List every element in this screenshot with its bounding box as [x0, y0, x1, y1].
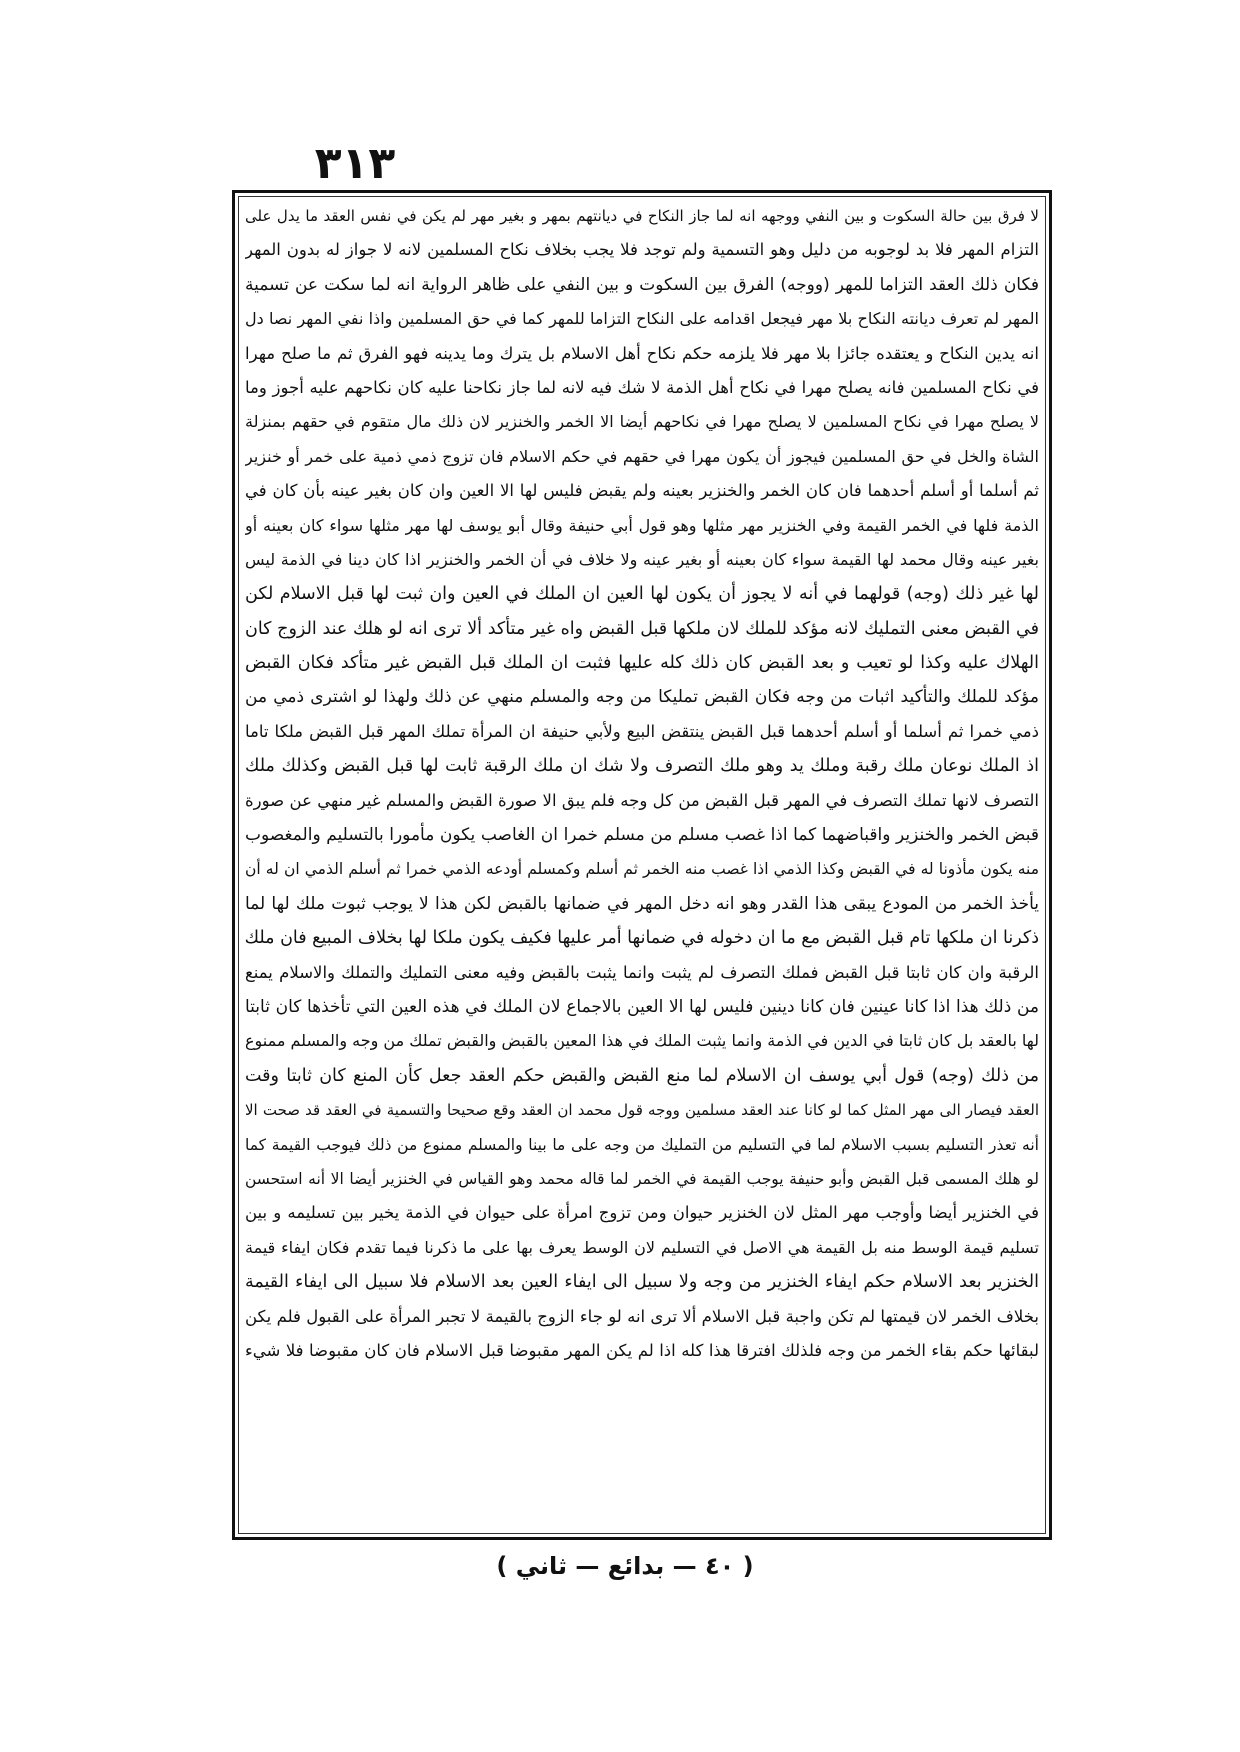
text-line: ذكرنا ان ملكها تام قبل القبض مع ما ان دخوله في ضمانها أمر عليها فكيف يكون ملكا لها بخلاف المبيع فان ملك [245, 928, 1039, 949]
footer-signature: ( ٤٠ — بدائع — ثاني ) [496, 1552, 754, 1580]
text-line: الخنزير بعد الاسلام حكم ايفاء الخنزير من وجه ولا سبيل الى ايفاء العين بعد الاسلام فلا سبيل الى ايفاء القيمة [245, 1272, 1039, 1293]
text-line: لها غير ذلك (وجه) قولهما في أنه لا يجوز أن يكون لها العين ان الملك في العين وان ثبت لها قبل الاسلام لكن [245, 584, 1039, 605]
page-number: ٣١٣ [314, 138, 396, 189]
text-line: في نكاح المسلمين فانه يصلح مهرا في نكاح أهل الذمة لا شك فيه لانه لما جاز نكاحنا عليه كان نكاحهم عليه أجوز وما [245, 377, 1039, 397]
text-line: انه يدين النكاح و يعتقده جائزا بلا مهر فلا يلزمه حكم نكاح أهل الاسلام بل يترك وما يدينه فهو الفرق ثم ما صلح مهرا [245, 343, 1039, 363]
text-line: لو هلك المسمى قبل القبض وأبو حنيفة يوجب القيمة في الخمر لما قاله محمد وهو القياس في الخنزير أيضا الا أنه استحسن [245, 1169, 1039, 1188]
text-line: يأخذ الخمر من المودع يبقى هذا القدر وهو انه دخل المهر في ضمانها بالقبض لكن هذا لا يوجب ثبوت ملك لها لما [245, 893, 1039, 914]
text-line: من ذلك (وجه) قول أبي يوسف ان الاسلام لما منع القبض والقبض حكم العقد جعل كأن المنع كان ثابتا وقت [245, 1065, 1039, 1086]
text-line: قبض الخمر والخنزير واقباضهما كما اذا غصب مسلم من مسلم خمرا ان الغاصب يكون مأمورا بالتسليم والمغصوب [245, 825, 1039, 846]
text-line: الهلاك عليه وكذا لو تعيب و بعد القبض كان ذلك كله عليها فثبت ان الملك قبل القبض غير متأكد فكان القبض [245, 653, 1039, 674]
text-line: التزام المهر فلا بد لوجوبه من دليل وهو التسمية ولم توجد فلا يجب بخلاف نكاح المسلمين لانه لا جواز له بدون المهر [245, 240, 1039, 260]
text-line: ثم أسلما أو أسلم أحدهما فان كان الخمر والخنزير بعينه ولم يقبض فليس لها الا العين وان كان بغير عينه بأن كان في [245, 481, 1039, 501]
text-line: لا فرق بين حالة السكوت و بين النفي ووجهه انه لما جاز النكاح في ديانتهم بمهر و بغير مهر لم يكن في نفس العقد ما يدل على [245, 207, 1039, 225]
text-line: بغير عينه وقال محمد لها القيمة سواء كان بعينه أو بغير عينه ولا خلاف في أن الخمر والخنزير اذا كان دينا في الذمة ليس [245, 549, 1039, 569]
text-line: لا يصلح مهرا في نكاح المسلمين لا يصلح مهرا في نكاحهم أيضا الا الخمر والخنزير لان ذلك مال متقوم في حقهم بمنزلة [245, 412, 1039, 432]
text-line: بخلاف الخمر لان قيمتها لم تكن واجبة قبل الاسلام ألا ترى انه لو جاء الزوج بالقيمة لا تجبر المرأة على القبول فلم يكن [245, 1306, 1039, 1326]
text-line: العقد فيصار الى مهر المثل كما لو كانا عند العقد مسلمين ووجه قول محمد ان العقد وقع صحيحا والتسمية في العقد قد صحت الا [245, 1101, 1039, 1120]
text-line: لها بالعقد بل كان ثابتا في الدين في الذمة وانما يثبت الملك في هذا المعين بالقبض والقبض تملك من وجه والمسلم ممنوع [245, 1031, 1039, 1051]
text-line: فكان ذلك العقد التزاما للمهر (ووجه) الفرق بين السكوت و بين النفي على ظاهر الرواية انه لما سكت عن تسمية [245, 274, 1039, 295]
text-line: الذمة فلها في الخمر القيمة وفي الخنزير مهر مثلها وهو قول أبي حنيفة وقال أبو يوسف لها مهر مثلها سواء كان بعينه أو [245, 515, 1039, 535]
text-line: تسليم قيمة الوسط منه بل القيمة هي الاصل في التسليم لان الوسط يعرف بها على ما ذكرنا فيما تقدم فكان ايفاء قيمة [245, 1237, 1039, 1257]
text-line: التصرف لانها تملك التصرف في المهر قبل القبض من كل وجه فلم يبق الا صورة القبض والمسلم غير منهي عن صورة [245, 790, 1039, 810]
text-line: أنه تعذر التسليم بسبب الاسلام لما في التسليم من التمليك من وجه على ما بينا والمسلم ممنوع من ذلك فيوجب القيمة كما [245, 1135, 1039, 1154]
body-text [245, 199, 1039, 1368]
text-line: الشاة والخل في حق المسلمين فيجوز أن يكون مهرا في حقهم في حكم الاسلام فان تزوج ذمي ذمية على خمر أو خنزير [245, 446, 1039, 466]
text-line: اذ الملك نوعان ملك رقبة وملك يد وهو ملك التصرف ولا شك ان ملك الرقبة ثابت لها قبل القبض وكذلك ملك [245, 756, 1039, 777]
text-line: الرقبة وان كان ثابتا قبل القبض فملك التصرف لم يثبت وانما يثبت بالقبض وفيه معنى التمليك والتملك والاسلام يمنع [245, 962, 1039, 982]
text-line: من ذلك هذا اذا كانا عينين فان كانا دينين فليس لها الا العين بالاجماع لان الملك في هذه العين التي تأخذها كان ثابتا [245, 996, 1039, 1017]
text-line: مؤكد للملك والتأكيد اثبات من وجه فكان القبض تمليكا من وجه والمسلم منهي عن ذلك ولهذا لو اشترى ذمي من [245, 687, 1039, 708]
text-line: لبقائها حكم بقاء الخمر من وجه فلذلك افترقا هذا كله اذا لم يكن المهر مقبوضا قبل الاسلام فان كان مقبوضا فلا شيء [245, 1340, 1039, 1360]
text-frame [232, 190, 1052, 1540]
text-line: في القبض معنى التمليك لانه مؤكد للملك لان ملكها قبل القبض واه غير متأكد ألا ترى انه لو هلك عند الزوج كان [245, 618, 1039, 639]
text-line: ذمي خمرا ثم أسلما أو أسلم أحدهما قبل القبض ينتقض البيع ولأبي حنيفة ان المرأة تملك المهر قبل القبض ملكا تاما [245, 721, 1039, 741]
text-line: منه يكون مأذونا له في القبض وكذا الذمي اذا غصب منه الخمر ثم أسلم وكمسلم أودعه الذمي خمرا ثم أسلم الذمي ان له أن [245, 860, 1039, 879]
text-line: في الخنزير أيضا وأوجب مهر المثل لان الخنزير حيوان ومن تزوج امرأة على حيوان في الذمة يخير بين تسليمه و بين [245, 1203, 1039, 1223]
text-line: المهر لم تعرف ديانته النكاح بلا مهر فيجعل اقدامه على النكاح التزاما للمهر كما في حق المسلمين واذا نفي المهر نصا دل [245, 309, 1039, 329]
